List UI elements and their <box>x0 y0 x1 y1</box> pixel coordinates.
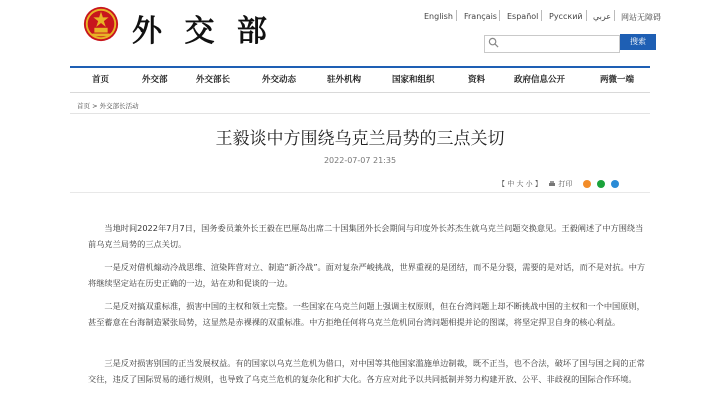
divider <box>70 192 650 193</box>
weibo-share-icon[interactable] <box>583 180 591 188</box>
breadcrumb <box>77 101 139 110</box>
lang-divider <box>456 10 457 21</box>
site-header <box>0 0 720 62</box>
search-input[interactable] <box>484 35 620 53</box>
lang-english-link[interactable]: English <box>424 12 453 21</box>
nav-item-resources[interactable]: 资料 <box>468 75 486 85</box>
national-emblem-icon[interactable] <box>82 4 120 44</box>
lang-arabic-link[interactable]: عربي <box>593 12 612 21</box>
breadcrumb-home-link[interactable]: 首页 <box>77 102 90 110</box>
print-label: 打印 <box>558 180 573 188</box>
divider <box>70 113 650 114</box>
article-paragraph: 三是反对损害别国的正当发展权益。有的国家以乌克兰危机为借口，对中国等其他国家滥施单边制裁，既不正当，也不合法，破坏了国与国之间的正常交往，违反了国际贸易的通行规则，也导致了乌克兰危机的复杂化和扩大化。各方应对此予以共同抵制并努力构建开放、公平、非歧视的国际合作环境。 <box>88 358 645 384</box>
article-date: 2022-07-07 21:35 <box>323 156 397 165</box>
article-toolbar <box>498 179 623 189</box>
search-icon <box>488 37 499 48</box>
article-paragraph: 当地时间2022年7月7日，国务委员兼外长王毅在巴厘岛出席二十国集团外长会期间与印度外长苏杰生就乌克兰问题交换意见。王毅阐述了中方围绕当前乌克兰局势的三点关切。 <box>88 223 644 249</box>
lang-divider <box>586 10 587 21</box>
search-button[interactable]: 搜索 <box>620 34 656 50</box>
nav-item-minister[interactable]: 外交部长 <box>196 75 231 85</box>
site-logo-text[interactable]: 外 交 部 <box>132 14 273 49</box>
lang-french-link[interactable]: Français <box>464 12 497 21</box>
lang-spanish-link[interactable]: Español <box>507 12 539 21</box>
lang-divider <box>499 10 500 21</box>
nav-item-home[interactable]: 首页 <box>92 75 110 85</box>
breadcrumb-current-link[interactable]: 外交部长活动 <box>99 102 139 110</box>
breadcrumb-separator: > <box>92 102 98 110</box>
nav-item-ministry[interactable]: 外交部 <box>142 75 168 85</box>
nav-item-gov-info[interactable]: 政府信息公开 <box>514 75 566 85</box>
main-nav <box>70 66 650 93</box>
accessibility-link[interactable]: 网站无障碍 <box>621 13 661 22</box>
wechat-share-icon[interactable] <box>597 180 605 188</box>
nav-item-missions[interactable]: 驻外机构 <box>327 75 362 85</box>
share-icon[interactable] <box>611 180 619 188</box>
article-paragraph: 二是反对搞双重标准，损害中国的主权和领土完整。一些国家在乌克兰问题上强调主权原则，但在台湾问题上却不断挑战中国的主权和一个中国原则，甚至蓄意在台海制造紧张局势，这显然是赤裸裸的双重标准。中方拒绝任何将乌克兰危机同台湾问题相提并论的图谋，将坚定捍卫自身的核心利益。 <box>88 301 645 327</box>
nav-item-diplomatic-news[interactable]: 外交动态 <box>262 75 297 85</box>
lang-divider <box>614 10 615 21</box>
font-size-selector[interactable]: 【 中 大 小 】 <box>498 180 542 188</box>
article-paragraph: 一是反对借机煽动冷战思维、渲染阵营对立、制造“新冷战”。面对复杂严峻挑战，世界重视的是团结，而不是分裂，需要的是对话，而不是对抗。中方将继续坚定站在历史正确的一边，站在劝和促谈的一边。 <box>88 262 646 288</box>
print-button[interactable] <box>548 180 578 188</box>
nav-item-social[interactable]: 两微一端 <box>600 75 635 85</box>
lang-divider <box>541 10 542 21</box>
nav-item-countries[interactable]: 国家和组织 <box>392 75 435 85</box>
printer-icon <box>548 180 556 188</box>
article-title: 王毅谈中方围绕乌克兰局势的三点关切 <box>215 129 505 149</box>
lang-russian-link[interactable]: Русский <box>549 12 583 21</box>
